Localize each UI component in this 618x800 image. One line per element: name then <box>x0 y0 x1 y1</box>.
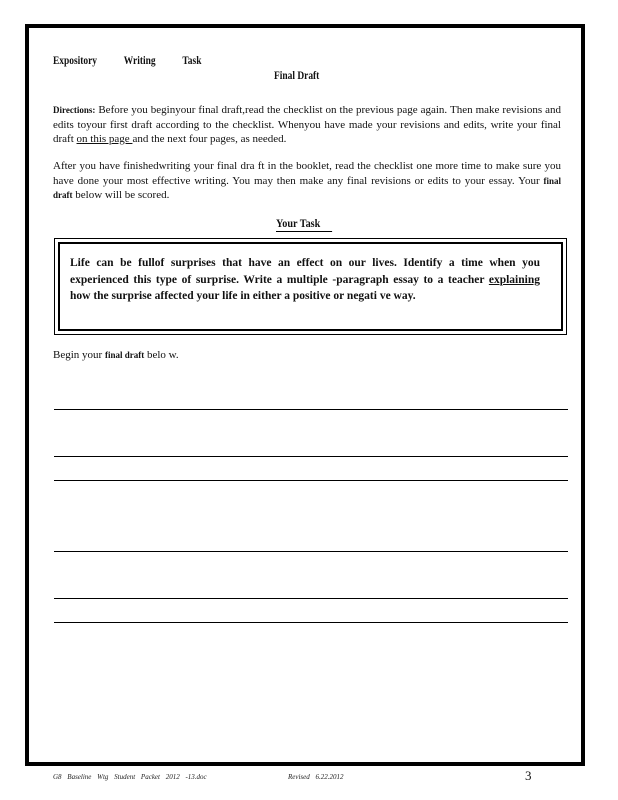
directions-underlined: on this page <box>76 133 133 145</box>
begin-text-1: Begin your <box>53 349 105 361</box>
writing-line[interactable] <box>54 598 568 599</box>
footer-filename: G8 Baseline Wtg Student Packet 2012 -13.doc <box>53 773 207 781</box>
writing-line[interactable] <box>54 456 568 457</box>
task-box <box>54 238 567 335</box>
footer-revised: Revised 6.22.2012 <box>288 773 344 781</box>
document-title <box>53 55 226 67</box>
title-word-1: Expository <box>53 55 98 67</box>
task-prompt <box>70 255 540 305</box>
begin-instruction <box>53 349 179 361</box>
document-subtitle: Final Draft <box>274 70 320 82</box>
instructions-paragraph <box>53 159 561 203</box>
task-text-2: how the surprise affected your life in either a positive or negati ve way. <box>70 290 416 302</box>
writing-line[interactable] <box>54 622 568 623</box>
directions-label: Directions: <box>53 105 96 115</box>
task-underlined: explaining <box>488 273 540 286</box>
writing-line[interactable] <box>54 551 568 552</box>
instructions-text-2: below will be scored. <box>72 189 170 201</box>
task-heading: Your Task <box>276 216 332 232</box>
page-number: 3 <box>525 768 532 783</box>
begin-final-draft: final draft <box>104 350 145 360</box>
title-word-2: Writing <box>123 55 156 67</box>
begin-text-2: belo w. <box>144 349 179 361</box>
writing-line[interactable] <box>54 480 568 481</box>
directions-paragraph <box>53 103 561 147</box>
directions-text-2: and the next four pages, as needed. <box>132 133 287 145</box>
task-box-inner <box>58 242 563 331</box>
writing-line[interactable] <box>54 409 568 410</box>
title-word-3: Task <box>182 55 202 67</box>
instructions-final-draft: final draft <box>53 175 561 200</box>
instructions-text-1: After you have finishedwriting your final dra ft in the booklet, read the checklist one more time to make sure you have done your most effective writing. You may then make any final revisions or edits to your essay. Your <box>53 160 561 187</box>
directions-text-1: Before you beginyour final draft,read the checklist on the previous page again. Then make revisions and edits toyour first draft according to the checklist. Whenyou have made your revisions and edits, write your final draft <box>53 104 562 145</box>
task-text-1: Life can be fullof surprises that have an effect on our lives. Identify a time when you experienced this type of surprise. Write a multiple -paragraph essay to a teacher <box>70 257 540 286</box>
